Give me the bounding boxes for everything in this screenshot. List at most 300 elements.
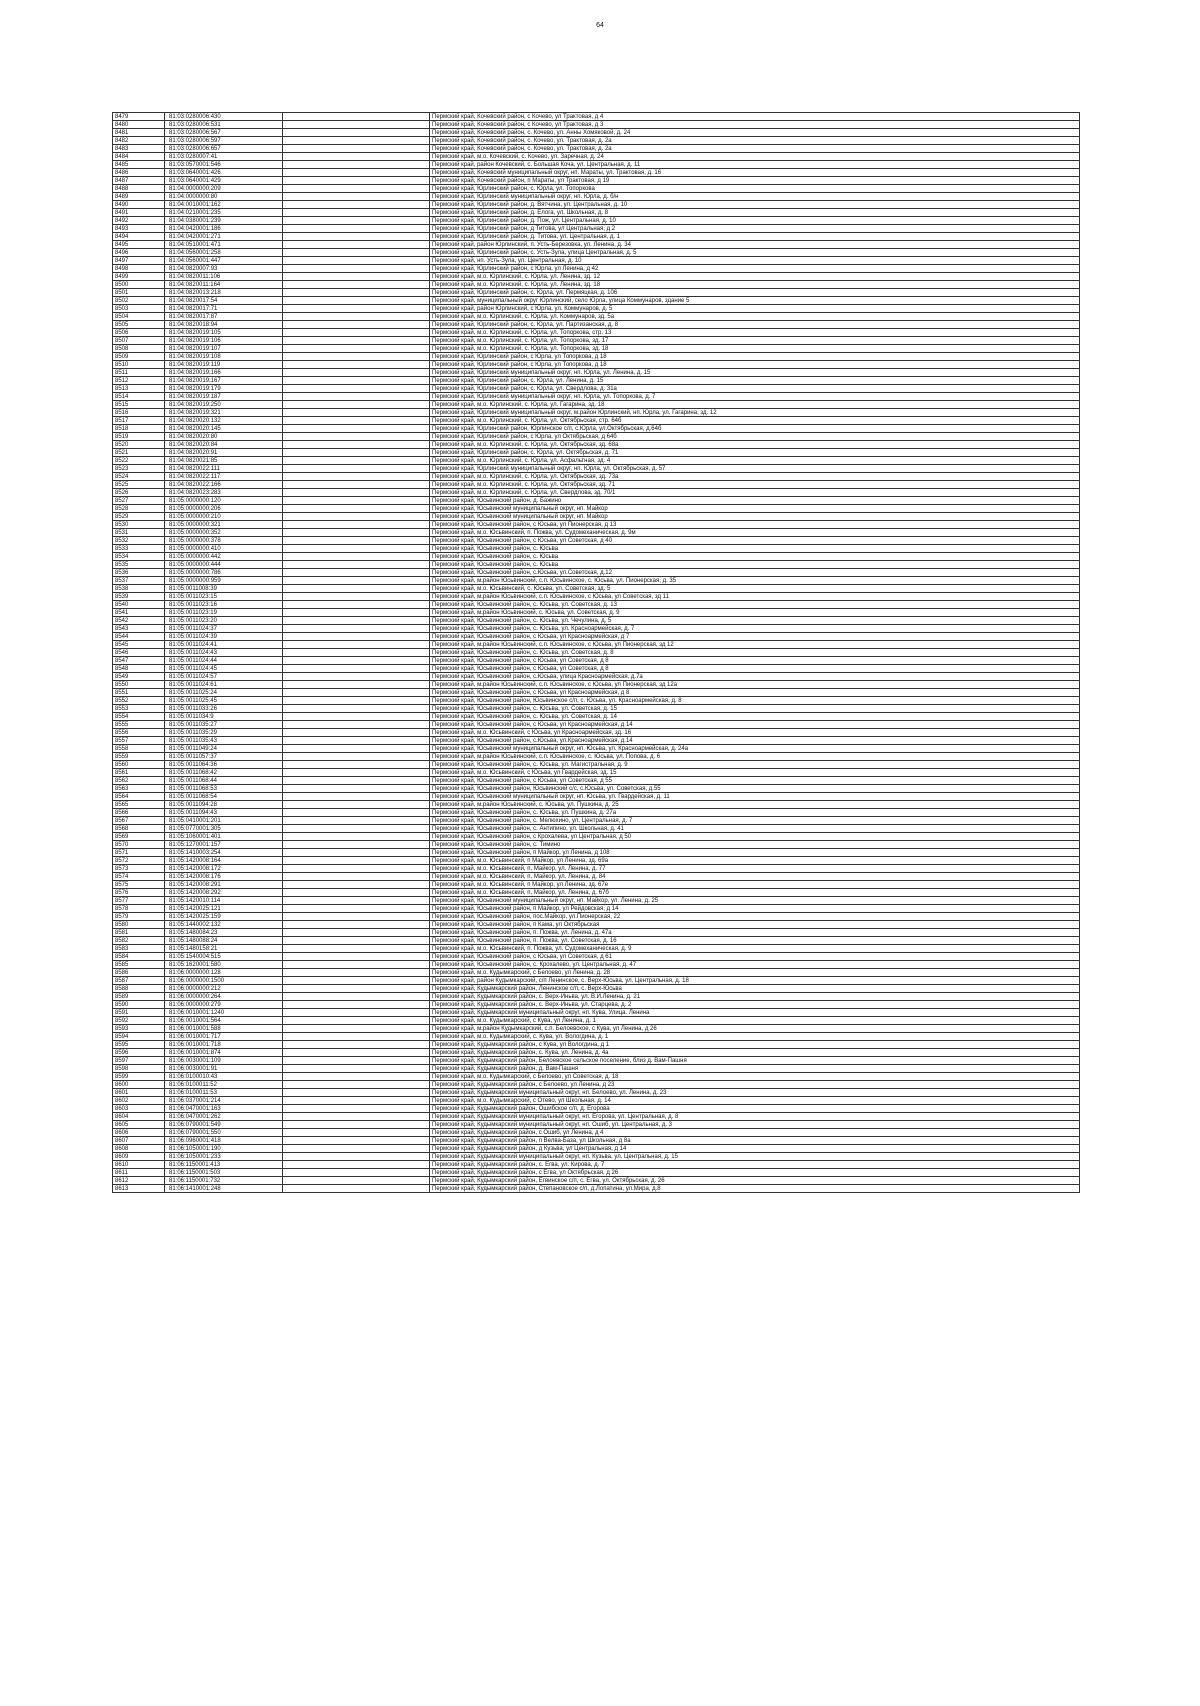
- address-cell: Пермский край, Юсьвинский район, Юсьвинский с/с, с.Юсьва, ул. Советская, д.55: [430, 785, 1080, 793]
- row-number-cell: 8552: [113, 697, 165, 705]
- cadastral-number-cell: 81:03:0280006:531: [165, 121, 283, 129]
- cadastral-number-cell: 81:05:0011064:36: [165, 761, 283, 769]
- cadastral-number-cell: 81:05:0011068:54: [165, 793, 283, 801]
- address-cell: Пермский край, Юсьвинский район, с Юсьва, ул Советская, д 61: [430, 953, 1080, 961]
- empty-cell: [283, 225, 430, 233]
- row-number-cell: 8571: [113, 849, 165, 857]
- empty-cell: [283, 1129, 430, 1137]
- cadastral-number-cell: 81:05:0000000:442: [165, 553, 283, 561]
- row-number-cell: 8608: [113, 1145, 165, 1153]
- cadastral-number-cell: 81:06:1050001:190: [165, 1145, 283, 1153]
- address-cell: Пермский край, Юрлинский район, д. Титова, ул. Центральная, д. 1: [430, 233, 1080, 241]
- cadastral-number-cell: 81:04:0820019:108: [165, 353, 283, 361]
- empty-cell: [283, 929, 430, 937]
- address-cell: Пермский край, Юсьвинский район, с. Мелюхино, ул. Центральная, д. 7: [430, 817, 1080, 825]
- row-number-cell: 8487: [113, 177, 165, 185]
- records-body: [113, 113, 1080, 1193]
- address-cell: Пермский край, Юрлинский район, с. Усть-Зула, улица Центральная, д. 5: [430, 249, 1080, 257]
- row-number-cell: 8574: [113, 873, 165, 881]
- row-number-cell: 8519: [113, 433, 165, 441]
- empty-cell: [283, 761, 430, 769]
- empty-cell: [283, 1121, 430, 1129]
- row-number-cell: 8534: [113, 553, 165, 561]
- table-row: [113, 561, 1080, 569]
- address-cell: Пермский край, м.о. Юсьвинский, п. Майкор, ул. Ленина, д. 84: [430, 873, 1080, 881]
- table-row: [113, 265, 1080, 273]
- table-row: [113, 841, 1080, 849]
- address-cell: Пермский край, Кудымкарский район, д Кузьва, ул Центральная, д 14: [430, 1145, 1080, 1153]
- empty-cell: [283, 1177, 430, 1185]
- address-cell: Пермский край, м.о. Юсьвинский, п. Пожва, ул. Судомеханическая, д. 9: [430, 945, 1080, 953]
- table-row: [113, 249, 1080, 257]
- cadastral-number-cell: 81:06:0010001:874: [165, 1049, 283, 1057]
- row-number-cell: 8586: [113, 969, 165, 977]
- address-cell: Пермский край, Кудымкарский район, п Велва-База, ул Школьная, д 8а: [430, 1137, 1080, 1145]
- address-cell: Пермский край, Юрлинский район, д. Пож, ул. Центральная, д. 10: [430, 217, 1080, 225]
- table-row: [113, 633, 1080, 641]
- row-number-cell: 8493: [113, 225, 165, 233]
- table-row: [113, 153, 1080, 161]
- address-cell: Пермский край, м.о. Кудымкарский, с Отево, ул Школьная, д. 14: [430, 1097, 1080, 1105]
- row-number-cell: 8533: [113, 545, 165, 553]
- cadastral-number-cell: 81:06:0100010:43: [165, 1073, 283, 1081]
- cadastral-number-cell: 81:05:0011008:39: [165, 585, 283, 593]
- row-number-cell: 8575: [113, 881, 165, 889]
- cadastral-number-cell: 81:04:0560001:258: [165, 249, 283, 257]
- cadastral-number-cell: 81:06:1150001:413: [165, 1161, 283, 1169]
- empty-cell: [283, 561, 430, 569]
- row-number-cell: 8540: [113, 601, 165, 609]
- table-row: [113, 697, 1080, 705]
- address-cell: Пермский край, м.о. Юрлинский, с. Юрла, ул. Октябрьская, зд. 68а: [430, 441, 1080, 449]
- address-cell: Пермский край, Юрлинский район, с. Юрла, ул. Пермяцкая, д. 106: [430, 289, 1080, 297]
- records-table: [112, 112, 1080, 1193]
- empty-cell: [283, 281, 430, 289]
- empty-cell: [283, 161, 430, 169]
- table-row: [113, 1017, 1080, 1025]
- table-row: [113, 577, 1080, 585]
- empty-cell: [283, 737, 430, 745]
- empty-cell: [283, 905, 430, 913]
- table-row: [113, 825, 1080, 833]
- table-row: [113, 353, 1080, 361]
- cadastral-number-cell: 81:04:0380001:239: [165, 217, 283, 225]
- row-number-cell: 8500: [113, 281, 165, 289]
- empty-cell: [283, 137, 430, 145]
- address-cell: Пермский край, Юсьвинский район, с.Юсьва, ул.Советская, д.12: [430, 569, 1080, 577]
- cadastral-number-cell: 81:06:0790001:550: [165, 1129, 283, 1137]
- row-number-cell: 8560: [113, 761, 165, 769]
- cadastral-number-cell: 81:06:0010001:718: [165, 1041, 283, 1049]
- cadastral-number-cell: 81:04:0820021:85: [165, 457, 283, 465]
- cadastral-number-cell: 81:06:0030001:109: [165, 1057, 283, 1065]
- table-row: [113, 777, 1080, 785]
- table-row: [113, 913, 1080, 921]
- cadastral-number-cell: 81:06:0100011:53: [165, 1089, 283, 1097]
- cadastral-number-cell: 81:04:0820019:179: [165, 385, 283, 393]
- empty-cell: [283, 833, 430, 841]
- address-cell: Пермский край, м.район Юсьвинский, с.п. Юсьвинское, с. Юсьва, ул. Попова, д. 6: [430, 753, 1080, 761]
- cadastral-number-cell: 81:03:0570001:546: [165, 161, 283, 169]
- cadastral-number-cell: 81:05:0011024:61: [165, 681, 283, 689]
- cadastral-number-cell: 81:05:0011024:44: [165, 657, 283, 665]
- empty-cell: [283, 505, 430, 513]
- address-cell: Пермский край, Кудымкарский район, с Кува, ул Вологдина, д 1: [430, 1041, 1080, 1049]
- empty-cell: [283, 481, 430, 489]
- cadastral-number-cell: 81:05:0011057:37: [165, 753, 283, 761]
- row-number-cell: 8598: [113, 1065, 165, 1073]
- table-row: [113, 937, 1080, 945]
- cadastral-number-cell: 81:04:0820019:105: [165, 329, 283, 337]
- empty-cell: [283, 617, 430, 625]
- address-cell: Пермский край, м.о. Юрлинский, с. Юрла, ул. Топоркова, стр. 13: [430, 329, 1080, 337]
- empty-cell: [283, 665, 430, 673]
- cadastral-number-cell: 81:04:0820018:94: [165, 321, 283, 329]
- empty-cell: [283, 681, 430, 689]
- cadastral-number-cell: 81:06:0470001:163: [165, 1105, 283, 1113]
- table-row: [113, 817, 1080, 825]
- empty-cell: [283, 985, 430, 993]
- address-cell: Пермский край, Кудымкарский район, Егвинское с/п, с. Егва, ул. Октябрьская, д. 26: [430, 1177, 1080, 1185]
- empty-cell: [283, 329, 430, 337]
- row-number-cell: 8513: [113, 385, 165, 393]
- table-row: [113, 1001, 1080, 1009]
- address-cell: Пермский край, Юсьвинский район, с Крохалева, ул Центральная, д 50: [430, 833, 1080, 841]
- cadastral-number-cell: 81:04:0820022:117: [165, 473, 283, 481]
- row-number-cell: 8613: [113, 1185, 165, 1193]
- empty-cell: [283, 401, 430, 409]
- row-number-cell: 8494: [113, 233, 165, 241]
- table-row: [113, 225, 1080, 233]
- empty-cell: [283, 969, 430, 977]
- cadastral-number-cell: 81:06:0960001:418: [165, 1137, 283, 1145]
- row-number-cell: 8539: [113, 593, 165, 601]
- cadastral-number-cell: 81:06:0370001:214: [165, 1097, 283, 1105]
- address-cell: Пермский край, Кудымкарский район, Ошибское с/п, д. Егорова: [430, 1105, 1080, 1113]
- row-number-cell: 8585: [113, 961, 165, 969]
- row-number-cell: 8498: [113, 265, 165, 273]
- cadastral-number-cell: 81:05:0011034:9: [165, 713, 283, 721]
- cadastral-number-cell: 81:03:0640001:429: [165, 177, 283, 185]
- cadastral-number-cell: 81:06:1150001:732: [165, 1177, 283, 1185]
- table-row: [113, 585, 1080, 593]
- empty-cell: [283, 1185, 430, 1193]
- row-number-cell: 8528: [113, 505, 165, 513]
- cadastral-number-cell: 81:06:0000000:264: [165, 993, 283, 1001]
- cadastral-number-cell: 81:04:0820019:167: [165, 377, 283, 385]
- table-row: [113, 689, 1080, 697]
- row-number-cell: 8557: [113, 737, 165, 745]
- empty-cell: [283, 585, 430, 593]
- address-cell: Пермский край, м.о. Юсьвинский, п Майкор, ул Ленина, зд. 67е: [430, 881, 1080, 889]
- row-number-cell: 8605: [113, 1121, 165, 1129]
- address-cell: Пермский край, район Кочевский, с. Большая Коча, ул. Центральная, д. 11: [430, 161, 1080, 169]
- address-cell: Пермский край, м.о. Юрлинский, с. Юрла, ул. Гагарина, зд. 18: [430, 401, 1080, 409]
- table-row: [113, 1169, 1080, 1177]
- table-row: [113, 641, 1080, 649]
- row-number-cell: 8554: [113, 713, 165, 721]
- table-row: [113, 849, 1080, 857]
- address-cell: Пермский край, м.район Юсьвинский, с.п. Юсьвинское, с. Юсьва, ул. Пионерская, д. 35: [430, 577, 1080, 585]
- row-number-cell: 8480: [113, 121, 165, 129]
- empty-cell: [283, 497, 430, 505]
- row-number-cell: 8593: [113, 1025, 165, 1033]
- row-number-cell: 8610: [113, 1161, 165, 1169]
- empty-cell: [283, 345, 430, 353]
- address-cell: Пермский край, Юсьвинский район, с. Юсьва, ул. Советская, д. 15: [430, 705, 1080, 713]
- cadastral-number-cell: 81:04:0820020:132: [165, 417, 283, 425]
- empty-cell: [283, 545, 430, 553]
- row-number-cell: 8584: [113, 953, 165, 961]
- row-number-cell: 8537: [113, 577, 165, 585]
- address-cell: Пермский край, Кочевский район, с. Кочево, ул. Анны Хомяковой, д. 24: [430, 129, 1080, 137]
- address-cell: Пермский край, м.о. Юрлинский, с. Юрла, ул. Топоркова, зд. 17: [430, 337, 1080, 345]
- cadastral-number-cell: 81:04:0210001:235: [165, 209, 283, 217]
- address-cell: Пермский край, Юсьвинский район, п. Пожва, ул. Ленина, д. 47а: [430, 929, 1080, 937]
- row-number-cell: 8510: [113, 361, 165, 369]
- row-number-cell: 8520: [113, 441, 165, 449]
- row-number-cell: 8527: [113, 497, 165, 505]
- row-number-cell: 8545: [113, 641, 165, 649]
- table-row: [113, 969, 1080, 977]
- table-row: [113, 809, 1080, 817]
- cadastral-number-cell: 81:06:0030001:91: [165, 1065, 283, 1073]
- address-cell: Пермский край, Кочевский район, п Мараты, ул Трактовая, д 19: [430, 177, 1080, 185]
- cadastral-number-cell: 81:05:1480088:24: [165, 937, 283, 945]
- address-cell: Пермский край, Юсьвинский район, с Юсьва, ул Красноармейская, д 7: [430, 633, 1080, 641]
- cadastral-number-cell: 81:06:0010001:564: [165, 1017, 283, 1025]
- cadastral-number-cell: 81:04:0820019:166: [165, 369, 283, 377]
- row-number-cell: 8518: [113, 425, 165, 433]
- empty-cell: [283, 465, 430, 473]
- table-row: [113, 345, 1080, 353]
- empty-cell: [283, 129, 430, 137]
- empty-cell: [283, 809, 430, 817]
- cadastral-number-cell: 81:06:0000000:279: [165, 1001, 283, 1009]
- cadastral-number-cell: 81:05:0000000:444: [165, 561, 283, 569]
- empty-cell: [283, 209, 430, 217]
- cadastral-number-cell: 81:05:0011035:43: [165, 737, 283, 745]
- row-number-cell: 8553: [113, 705, 165, 713]
- cadastral-number-cell: 81:06:1410001:248: [165, 1185, 283, 1193]
- row-number-cell: 8577: [113, 897, 165, 905]
- address-cell: Пермский край, Юсьвинский муниципальный округ, нп. Юсьва, ул. Гвардейская, д. 11: [430, 793, 1080, 801]
- empty-cell: [283, 1105, 430, 1113]
- address-cell: Пермский край, Юсьвинский район, с Юсьва, ул Советская, д 40: [430, 537, 1080, 545]
- cadastral-number-cell: 81:05:0011024:37: [165, 625, 283, 633]
- cadastral-number-cell: 81:05:0000000:321: [165, 521, 283, 529]
- row-number-cell: 8563: [113, 785, 165, 793]
- table-row: [113, 305, 1080, 313]
- table-row: [113, 481, 1080, 489]
- empty-cell: [283, 441, 430, 449]
- row-number-cell: 8595: [113, 1041, 165, 1049]
- table-row: [113, 769, 1080, 777]
- address-cell: Пермский край, Кудымкарский муниципальный округ, нп. Белоево, ул. Ленина, д. 23: [430, 1089, 1080, 1097]
- table-row: [113, 785, 1080, 793]
- address-cell: Пермский край, м.о. Юсьвинский, с. Юсьва, ул. Советская, зд. 5: [430, 585, 1080, 593]
- row-number-cell: 8583: [113, 945, 165, 953]
- cadastral-number-cell: 81:03:0280006:597: [165, 137, 283, 145]
- empty-cell: [283, 233, 430, 241]
- row-number-cell: 8531: [113, 529, 165, 537]
- row-number-cell: 8578: [113, 905, 165, 913]
- address-cell: Пермский край, Юсьвинский район, с. Юсьва, ул. Советская, д. 14: [430, 713, 1080, 721]
- table-row: [113, 1097, 1080, 1105]
- address-cell: Пермский край, Кудымкарский муниципальный округ, нп. Кува, Улица. Ленина: [430, 1009, 1080, 1017]
- address-cell: Пермский край, Юрлинский район, с. Юрла, ул. Топоркова: [430, 185, 1080, 193]
- cadastral-number-cell: 81:04:0820019:250: [165, 401, 283, 409]
- address-cell: Пермский край, Юсьвинский район, Юсьвинское с/п, с. Юсьва, ул. Красноармейская, д. 8: [430, 697, 1080, 705]
- address-cell: Пермский край, Юсьвинский район, пос.Майкор, ул.Пионерская, 22: [430, 913, 1080, 921]
- address-cell: Пермский край, район Юрлинский, п. Усть-Березовка, ул. Ленина, д. 34: [430, 241, 1080, 249]
- address-cell: Пермский край, Юрлинский район, с Юрла, ул Топоркова, д 18: [430, 361, 1080, 369]
- empty-cell: [283, 529, 430, 537]
- row-number-cell: 8529: [113, 513, 165, 521]
- cadastral-number-cell: 81:05:0410001:201: [165, 817, 283, 825]
- cadastral-number-cell: 81:05:1420025:121: [165, 905, 283, 913]
- empty-cell: [283, 1137, 430, 1145]
- address-cell: Пермский край, Кудымкарский район, д. Вам-Пашня: [430, 1065, 1080, 1073]
- table-row: [113, 665, 1080, 673]
- address-cell: Пермский край, Юсьвинский муниципальный округ, нп. Майкор, ул. Ленина, д. 25: [430, 897, 1080, 905]
- row-number-cell: 8530: [113, 521, 165, 529]
- address-cell: Пермский край, Кочевский район, с. Кочево, ул. Трактовая, д. 2а: [430, 137, 1080, 145]
- address-cell: Пермский край, м.о. Юрлинский, с. Юрла, ул. Асфальтная, зд. 4: [430, 457, 1080, 465]
- empty-cell: [283, 569, 430, 577]
- address-cell: Пермский край, Юрлинский муниципальный округ, нп. Юрла, ул. Ленина, д. 15: [430, 369, 1080, 377]
- empty-cell: [283, 457, 430, 465]
- row-number-cell: 8601: [113, 1089, 165, 1097]
- address-cell: Пермский край, Юсьвинский район, п Кама, ул Октябрьская: [430, 921, 1080, 929]
- address-cell: Пермский край, Юсьвинский район, с. Юсьва, ул. Красноармейская, д. 7: [430, 625, 1080, 633]
- table-row: [113, 537, 1080, 545]
- address-cell: Пермский край, Кудымкарский район, с. Егва, ул. Кирова, д. 7: [430, 1161, 1080, 1169]
- address-cell: Пермский край, Юсьвинский район, с. Юсьва, ул. Советская, д. 8: [430, 649, 1080, 657]
- address-cell: Пермский край, м.о. Юрлинский, с. Юрла, ул. Свердлова, зд. 70/1: [430, 489, 1080, 497]
- table-row: [113, 929, 1080, 937]
- table-row: [113, 113, 1080, 121]
- address-cell: Пермский край, Юрлинский район, с. Юрла, ул. Ленина, д. 15: [430, 377, 1080, 385]
- empty-cell: [283, 249, 430, 257]
- empty-cell: [283, 289, 430, 297]
- row-number-cell: 8491: [113, 209, 165, 217]
- address-cell: Пермский край, Кудымкарский район, с. Верх-Иньва, ул. Старцева, д. 2: [430, 1001, 1080, 1009]
- table-row: [113, 241, 1080, 249]
- row-number-cell: 8606: [113, 1129, 165, 1137]
- table-row: [113, 233, 1080, 241]
- address-cell: Пермский край, м.о. Юрлинский, с. Юрла, ул. Коммунаров, зд. 5а: [430, 313, 1080, 321]
- cadastral-number-cell: 81:05:0000000:206: [165, 505, 283, 513]
- empty-cell: [283, 865, 430, 873]
- table-row: [113, 1033, 1080, 1041]
- row-number-cell: 8609: [113, 1153, 165, 1161]
- empty-cell: [283, 265, 430, 273]
- address-cell: Пермский край, Юсьвинский район, с.Юсьва, ул.Красноармейская, д.14: [430, 737, 1080, 745]
- address-cell: Пермский край, Юрлинский район, с. Юрла, ул. Октябрьская, д. 71: [430, 449, 1080, 457]
- row-number-cell: 8535: [113, 561, 165, 569]
- cadastral-number-cell: 81:05:0000000:786: [165, 569, 283, 577]
- address-cell: Пермский край, Юрлинский район, Юрлинское с/п, с.Юрла, ул.Октябрьская, д.64б: [430, 425, 1080, 433]
- row-number-cell: 8508: [113, 345, 165, 353]
- row-number-cell: 8499: [113, 273, 165, 281]
- table-row: [113, 865, 1080, 873]
- empty-cell: [283, 417, 430, 425]
- address-cell: Пермский край, Кудымкарский муниципальный округ, нп. Кузьва, ул. Центральная, д. 15: [430, 1153, 1080, 1161]
- empty-cell: [283, 305, 430, 313]
- address-cell: Пермский край, Юрлинский район, д Титова, ул Центральная, д 2: [430, 225, 1080, 233]
- cadastral-number-cell: 81:03:0280006:657: [165, 145, 283, 153]
- address-cell: Пермский край, Юсьвинский район, п Майкор, ул Рейдовская, д 14: [430, 905, 1080, 913]
- address-cell: Пермский край, Юсьвинский район, п Майкор, ул Ленина, д 108: [430, 849, 1080, 857]
- empty-cell: [283, 689, 430, 697]
- row-number-cell: 8587: [113, 977, 165, 985]
- empty-cell: [283, 913, 430, 921]
- row-number-cell: 8590: [113, 1001, 165, 1009]
- table-row: [113, 1065, 1080, 1073]
- cadastral-number-cell: 81:05:0011023:15: [165, 593, 283, 601]
- table-row: [113, 761, 1080, 769]
- row-number-cell: 8566: [113, 809, 165, 817]
- empty-cell: [283, 201, 430, 209]
- empty-cell: [283, 857, 430, 865]
- table-row: [113, 129, 1080, 137]
- cadastral-number-cell: 81:04:0000000:80: [165, 193, 283, 201]
- empty-cell: [283, 1049, 430, 1057]
- row-number-cell: 8507: [113, 337, 165, 345]
- empty-cell: [283, 705, 430, 713]
- table-row: [113, 185, 1080, 193]
- row-number-cell: 8536: [113, 569, 165, 577]
- cadastral-number-cell: 81:05:1270001:157: [165, 841, 283, 849]
- empty-cell: [283, 257, 430, 265]
- table-row: [113, 921, 1080, 929]
- address-cell: Пермский край, Кудымкарский район, Ленинское с/п, с. Верх-Юсьва: [430, 985, 1080, 993]
- row-number-cell: 8485: [113, 161, 165, 169]
- row-number-cell: 8516: [113, 409, 165, 417]
- row-number-cell: 8541: [113, 609, 165, 617]
- cadastral-number-cell: 81:05:1060001:401: [165, 833, 283, 841]
- empty-cell: [283, 777, 430, 785]
- empty-cell: [283, 609, 430, 617]
- row-number-cell: 8547: [113, 657, 165, 665]
- row-number-cell: 8489: [113, 193, 165, 201]
- empty-cell: [283, 177, 430, 185]
- table-row: [113, 257, 1080, 265]
- table-row: [113, 993, 1080, 1001]
- row-number-cell: 8567: [113, 817, 165, 825]
- table-row: [113, 625, 1080, 633]
- empty-cell: [283, 153, 430, 161]
- table-row: [113, 953, 1080, 961]
- empty-cell: [283, 489, 430, 497]
- cadastral-number-cell: 81:05:0011068:42: [165, 769, 283, 777]
- empty-cell: [283, 713, 430, 721]
- cadastral-number-cell: 81:04:0820007:93: [165, 265, 283, 273]
- address-cell: Пермский край, Юсьвинский район, с. Тимино: [430, 841, 1080, 849]
- address-cell: Пермский край, м.о. Кудымкарский, с Белоево, ул Советская, д. 18: [430, 1073, 1080, 1081]
- address-cell: Пермский край, м.о. Кудымкарский, с Белоево, ул Ленина, д. 28: [430, 969, 1080, 977]
- table-row: [113, 457, 1080, 465]
- table-row: [113, 681, 1080, 689]
- address-cell: Пермский край, Юрлинский район, с Юрла, ул Октябрьская, д 64б: [430, 433, 1080, 441]
- cadastral-number-cell: 81:04:0820019:107: [165, 345, 283, 353]
- row-number-cell: 8576: [113, 889, 165, 897]
- cadastral-number-cell: 81:06:0000000:1500: [165, 977, 283, 985]
- address-cell: Пермский край, м.о. Кудымкарский, с. Кува, ул. Вологдина, д. 1: [430, 1033, 1080, 1041]
- table-row: [113, 729, 1080, 737]
- row-number-cell: 8544: [113, 633, 165, 641]
